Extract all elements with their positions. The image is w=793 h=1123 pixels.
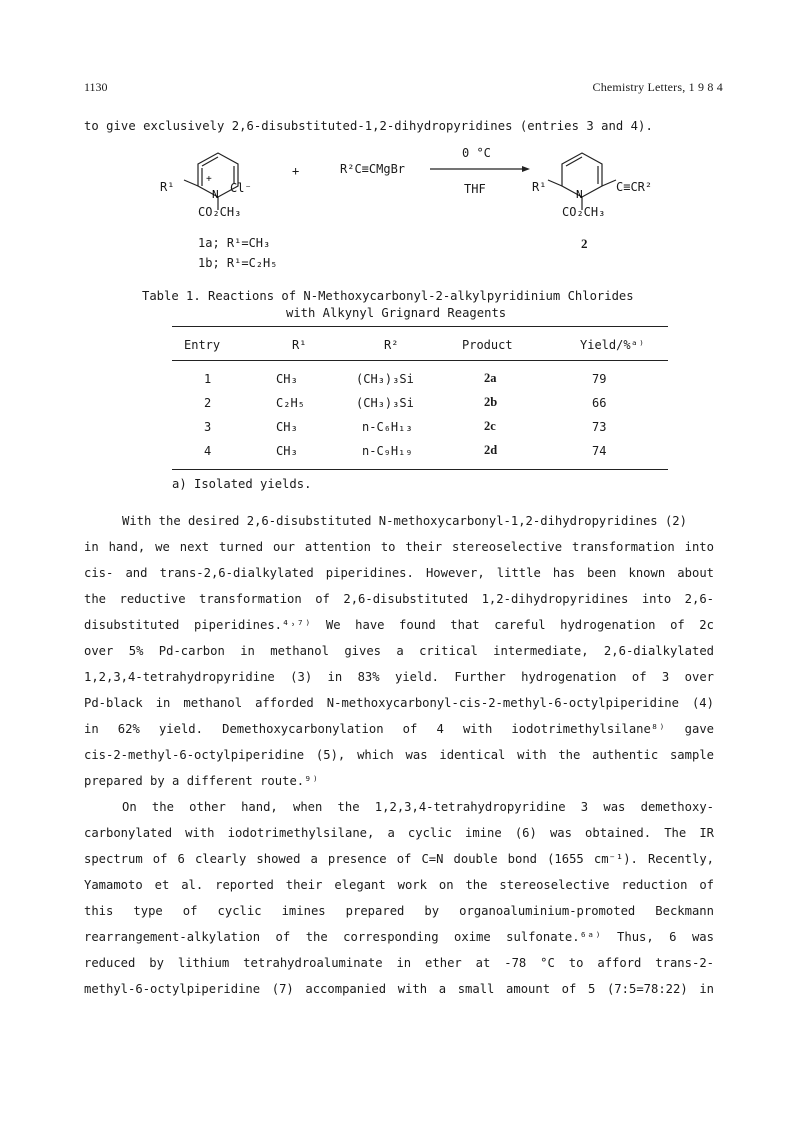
dihydropyridine-ring: [548, 153, 616, 210]
paragraph-line: disubstituted piperidines.⁴˒⁷⁾ We have found that careful hydrogenation of 2c: [84, 618, 714, 632]
table-header-rule: [172, 360, 668, 361]
intro-line: to give exclusively 2,6-disubstituted-1,2-dihydropyridines (entries 3 and 4).: [84, 119, 653, 133]
table-row-1-r2: (CH₃)₃Si: [356, 372, 414, 386]
condition-solvent: THF: [464, 182, 486, 196]
table-bottom-rule: [172, 469, 668, 470]
compound-1b-label: 1b; R¹=C₂H₅: [198, 256, 278, 270]
paragraph-line: cis-2-methyl-6-octylpiperidine (5), which was identical with the authentic sample: [84, 748, 714, 762]
table-caption-line1: Table 1. Reactions of N-Methoxycarbonyl-2-alkylpyridinium Chlorides: [142, 289, 634, 303]
product-r1: R¹: [532, 180, 547, 194]
reaction-scheme: [150, 142, 710, 282]
table-row-4-product: 2d: [484, 443, 498, 457]
table-caption-line2: with Alkynyl Grignard Reagents: [286, 306, 507, 320]
paragraph-line: spectrum of 6 clearly showed a presence of C=N double bond (1655 cm⁻¹). Recently,: [84, 852, 714, 866]
journal-header: Chemistry Letters, 1 9 8 4: [592, 80, 723, 94]
grignard-reagent: R²C≡CMgBr: [340, 162, 406, 176]
paragraph-line: this type of cyclic imines prepared by organoaluminium-promoted Beckmann: [84, 904, 714, 918]
plus-sign: +: [292, 164, 300, 178]
ring-n-glyph: N: [212, 188, 219, 201]
table-top-rule: [172, 326, 668, 327]
table-row-4-yield: 74: [592, 444, 607, 458]
paragraph-line: Pd-black in methanol afforded N-methoxycarbonyl-cis-2-methyl-6-octylpiperidine (4): [84, 696, 714, 710]
paragraph-line: On the other hand, when the 1,2,3,4-tetrahydropyridine 3 was demethoxy-: [122, 800, 714, 814]
paragraph-line: in 62% yield. Demethoxycarbonylation of 4 with iodotrimethylsilane⁸⁾ gave: [84, 722, 714, 736]
table-row-2-r2: (CH₃)₃Si: [356, 396, 414, 410]
paragraph-line: methyl-6-octylpiperidine (7) accompanied with a small amount of 5 (7:5=78:22) in: [84, 982, 714, 996]
paragraph-line: Yamamoto et al. reported their elegant work on the stereoselective reduction of: [84, 878, 714, 892]
paragraph-line: 1,2,3,4-tetrahydropyridine (3) in 83% yield. Further hydrogenation of 3 over: [84, 670, 714, 684]
table-header-r1: R¹: [292, 338, 307, 352]
table-row-4-entry: 4: [204, 444, 212, 458]
compound-2-label: 2: [581, 236, 588, 251]
table-row-1-entry: 1: [204, 372, 212, 386]
start-r1: R¹: [160, 180, 175, 194]
reaction-arrow-head: [522, 166, 530, 172]
paragraph-line: prepared by a different route.⁹⁾: [84, 774, 319, 788]
paragraph-line: in hand, we next turned our attention to their stereoselective transformation into: [84, 540, 714, 554]
table-row-2-product: 2b: [484, 395, 498, 409]
table-row-3-r2: n-C₆H₁₃: [362, 420, 413, 434]
compound-1a-label: 1a; R¹=CH₃: [198, 236, 271, 250]
paragraph-line: rearrangement-alkylation of the corresponding oxime sulfonate.⁶ᵃ⁾ Thus, 6 was: [84, 930, 714, 944]
paragraph-line: carbonylated with iodotrimethylsilane, a cyclic imine (6) was obtained. The IR: [84, 826, 714, 840]
plus-charge-glyph: +: [206, 174, 212, 185]
table-row-2-r1: C₂H₅: [276, 396, 305, 410]
product-alkyne: C≡CR²: [616, 180, 653, 194]
table-row-1-product: 2a: [484, 371, 497, 385]
paragraph-line: With the desired 2,6-disubstituted N-methoxycarbonyl-1,2-dihydropyridines (2): [122, 514, 687, 528]
paragraph-line: cis- and trans-2,6-dialkylated piperidines. However, little has been known about: [84, 566, 714, 580]
paragraph-line: the reductive transformation of 2,6-disubstituted 1,2-dihydropyridines into 2,6-: [84, 592, 714, 606]
table-footnote: a) Isolated yields.: [172, 477, 312, 491]
counterion: Cl⁻: [230, 181, 252, 195]
table-row-4-r1: CH₃: [276, 444, 298, 458]
table-header-r2: R²: [384, 338, 399, 352]
table-row-3-yield: 73: [592, 420, 607, 434]
table-row-3-product: 2c: [484, 419, 496, 433]
table-row-2-yield: 66: [592, 396, 607, 410]
product-ring-n-glyph: N: [576, 188, 583, 201]
table-header-entry: Entry: [184, 338, 221, 352]
table-row-3-entry: 3: [204, 420, 212, 434]
table-row-1-r1: CH₃: [276, 372, 298, 386]
table-header-yield: Yield/%ᵃ⁾: [580, 338, 646, 352]
condition-temperature: 0 °C: [462, 146, 491, 160]
table-row-4-r2: n-C₉H₁₉: [362, 444, 413, 458]
table-row-3-r1: CH₃: [276, 420, 298, 434]
page-number: 1130: [84, 80, 108, 94]
table-header-product: Product: [462, 338, 513, 352]
table-row-2-entry: 2: [204, 396, 212, 410]
paragraph-line: over 5% Pd-carbon in methanol gives a critical intermediate, 2,6-dialkylated: [84, 644, 714, 658]
n-substituent: CO₂CH₃: [198, 205, 242, 219]
paragraph-line: reduced by lithium tetrahydroaluminate in ether at -78 °C to afford trans-2-: [84, 956, 714, 970]
product-n-substituent: CO₂CH₃: [562, 205, 606, 219]
table-row-1-yield: 79: [592, 372, 607, 386]
